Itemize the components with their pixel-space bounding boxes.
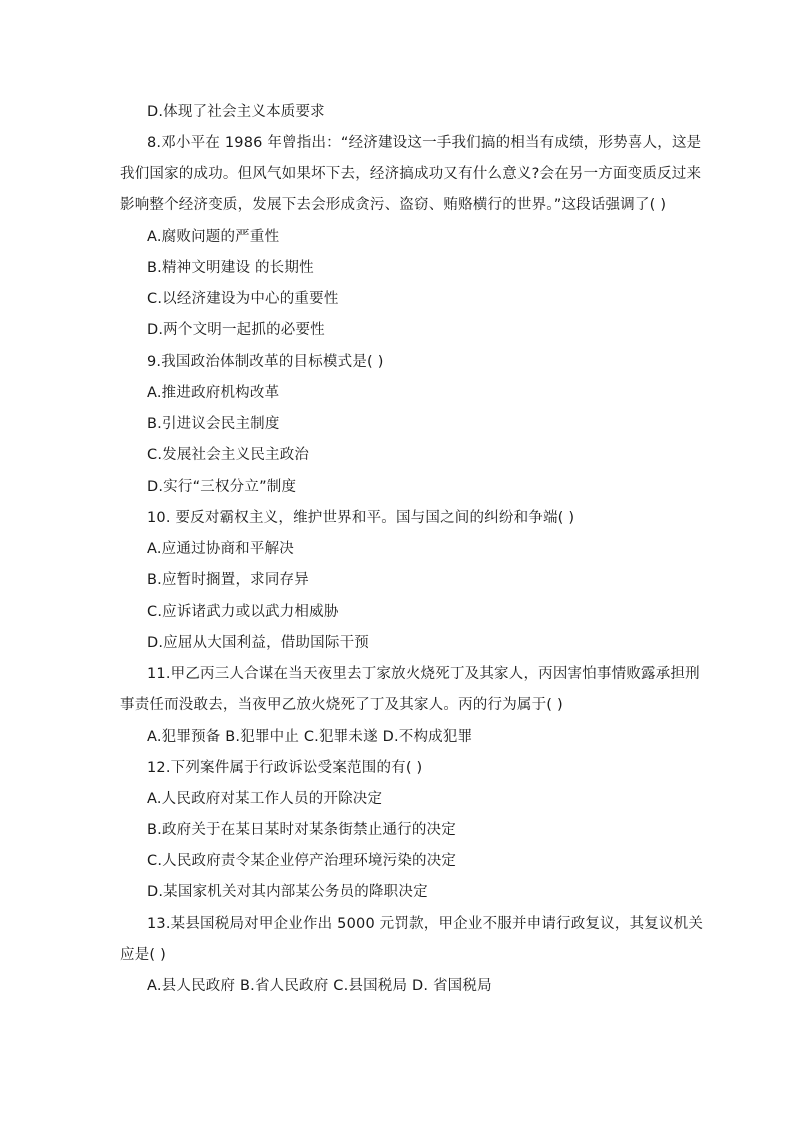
- q9-option-a: A.推进政府机构改革: [147, 385, 280, 401]
- q10-option-b: B.应暂时搁置，求同存异: [147, 572, 309, 588]
- q12-option-b: B.政府关于在某日某时对某条街禁止通行的决定: [147, 822, 456, 838]
- q9-option-c: C.发展社会主义民主政治: [147, 447, 310, 463]
- q12-option-d: D.某国家机关对其内部某公务员的降职决定: [147, 884, 428, 900]
- q9-option-b: B.引进议会民主制度: [147, 416, 280, 432]
- q7-option-d: D.体现了社会主义本质要求: [147, 104, 325, 120]
- q8-option-d: D.两个文明一起抓的必要性: [147, 322, 325, 338]
- q8-stem-line-1: 8.邓小平在 1986 年曾指出：“经济建设这一手我们搞的相当有成绩，形势喜人，这是: [147, 135, 702, 151]
- q13-stem-line-1: 13.某县国税局对甲企业作出 5000 元罚款，甲企业不服并申请行政复议，其复议机关: [147, 916, 704, 932]
- q10-option-a: A.应通过协商和平解决: [147, 541, 294, 557]
- q11-options: A.犯罪预备 B.犯罪中止 C.犯罪未遂 D.不构成犯罪: [147, 729, 473, 745]
- q8-option-c: C.以经济建设为中心的重要性: [147, 291, 339, 307]
- q10-option-c: C.应诉诸武力或以武力相威胁: [147, 604, 339, 620]
- q10-stem: 10. 要反对霸权主义，维护世界和平。国与国之间的纠纷和争端( ): [147, 510, 575, 526]
- q8-option-a: A.腐败问题的严重性: [147, 229, 280, 245]
- q12-option-a: A.人民政府对某工作人员的开除决定: [147, 791, 383, 807]
- q12-option-c: C.人民政府责令某企业停产治理环境污染的决定: [147, 853, 457, 869]
- q13-options: A.县人民政府 B.省人民政府 C.县国税局 D. 省国税局: [147, 978, 492, 994]
- q9-stem: 9.我国政治体制改革的目标模式是( ): [147, 354, 384, 370]
- q8-stem-line-3: 影响整个经济变质，发展下去会形成贪污、盗窃、贿赂横行的世界。”这段话强调了( ): [120, 197, 667, 213]
- q8-option-b: B.精神文明建设 的长期性: [147, 260, 314, 276]
- q12-stem: 12.下列案件属于行政诉讼受案范围的有( ): [147, 760, 423, 776]
- q10-option-d: D.应屈从大国利益，借助国际干预: [147, 635, 369, 651]
- q11-stem-line-1: 11.甲乙丙三人合谋在当天夜里去丁家放火烧死丁及其家人，丙因害怕事情败露承担刑: [147, 666, 700, 682]
- q11-stem-line-2: 事责任而没敢去，当夜甲乙放火烧死了丁及其家人。丙的行为属于( ): [120, 697, 563, 713]
- q9-option-d: D.实行“三权分立”制度: [147, 479, 297, 495]
- q8-stem-line-2: 我们国家的成功。但风气如果坏下去，经济搞成功又有什么意义?会在另一方面变质反过来: [120, 166, 702, 182]
- q13-stem-line-2: 应是( ): [120, 947, 166, 963]
